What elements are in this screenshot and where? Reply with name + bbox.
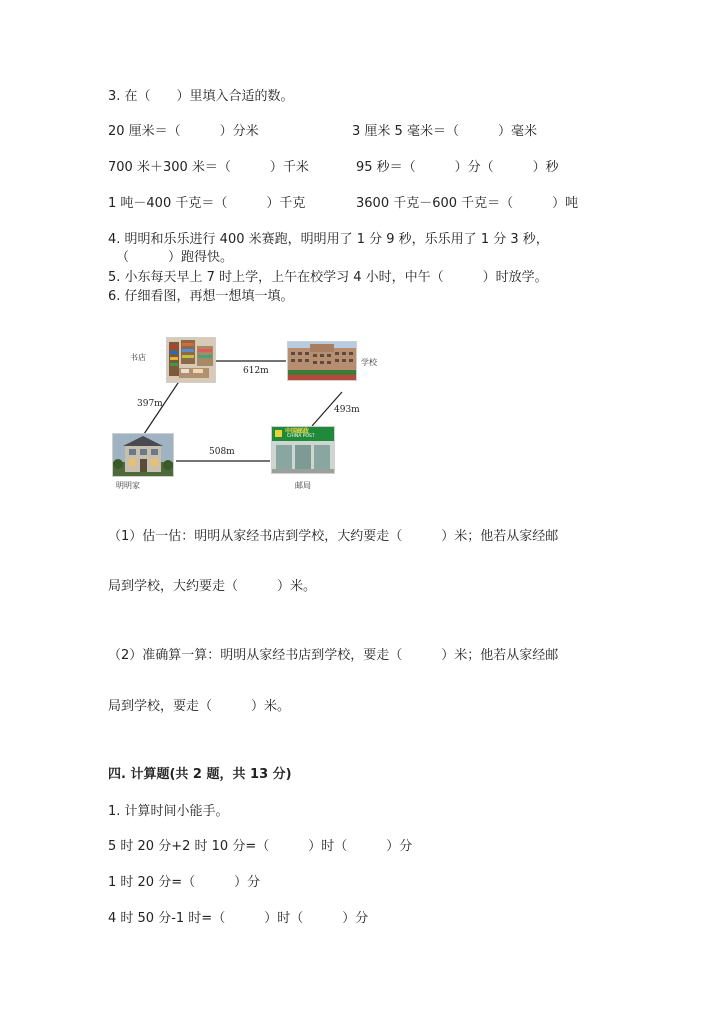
- fill-row1-left: 20 厘米＝（ ）分米: [108, 124, 259, 139]
- fill-row1-right: 3 厘米 5 毫米＝（ ）毫米: [352, 124, 537, 139]
- label-post-office: 邮局: [295, 481, 311, 490]
- section4-heading: 四. 计算题(共 2 题，共 13 分): [108, 767, 292, 782]
- question-4-line2: （ ）跑得快。: [116, 250, 234, 265]
- route-map: [100, 330, 400, 495]
- post-sign-text: 中国邮政: [285, 428, 310, 435]
- section3-title: 3. 在（ ）里填入合适的数。: [108, 89, 294, 104]
- label-school: 学校: [361, 358, 377, 367]
- school-image: [287, 341, 357, 381]
- time-calc-line2: 1 时 20 分=（ ）分: [108, 875, 261, 890]
- fill-row3-right: 3600 千克－600 千克＝（ ）吨: [356, 196, 579, 211]
- distance-home-bookstore: 397m: [137, 399, 163, 409]
- home-image: [112, 433, 174, 477]
- question-6-part2-line2: 局到学校，要走（ ）米。: [108, 699, 291, 714]
- question-4-line1: 4. 明明和乐乐进行 400 米赛跑，明明用了 1 分 9 秒，乐乐用了 1 分 3 秒，: [108, 232, 549, 247]
- fill-row3-left: 1 吨－400 千克＝（ ）千克: [108, 196, 306, 211]
- time-calc-line3: 4 时 50 分-1 时=（ ）时（ ）分: [108, 911, 369, 926]
- question-6-title: 6. 仔细看图，再想一想填一填。: [108, 289, 294, 304]
- distance-home-post: 508m: [209, 447, 235, 457]
- section4-question-1-title: 1. 计算时间小能手。: [108, 804, 229, 819]
- question-5: 5. 小东每天早上 7 时上学，上午在校学习 4 小时，中午（ ）时放学。: [108, 270, 548, 285]
- post-sign-en: CHINA POST: [287, 434, 315, 439]
- label-bookstore: 书店: [130, 353, 146, 362]
- distance-bookstore-school: 612m: [243, 366, 269, 376]
- question-6-part1-line2: 局到学校，大约要走（ ）米。: [108, 579, 317, 594]
- fill-row2-right: 95 秒＝（ ）分（ ）秒: [356, 160, 559, 175]
- fill-row2-left: 700 米＋300 米＝（ ）千米: [108, 160, 309, 175]
- post-office-image: [271, 426, 335, 474]
- question-6-part2-line1: （2）准确算一算：明明从家经书店到学校，要走（ ）米；他若从家经邮: [108, 648, 559, 663]
- time-calc-line1: 5 时 20 分+2 时 10 分=（ ）时（ ）分: [108, 839, 413, 854]
- bookstore-image: [166, 337, 216, 383]
- distance-post-school: 493m: [334, 405, 360, 415]
- question-6-part1-line1: （1）估一估：明明从家经书店到学校，大约要走（ ）米；他若从家经邮: [108, 529, 559, 544]
- label-home: 明明家: [116, 481, 140, 490]
